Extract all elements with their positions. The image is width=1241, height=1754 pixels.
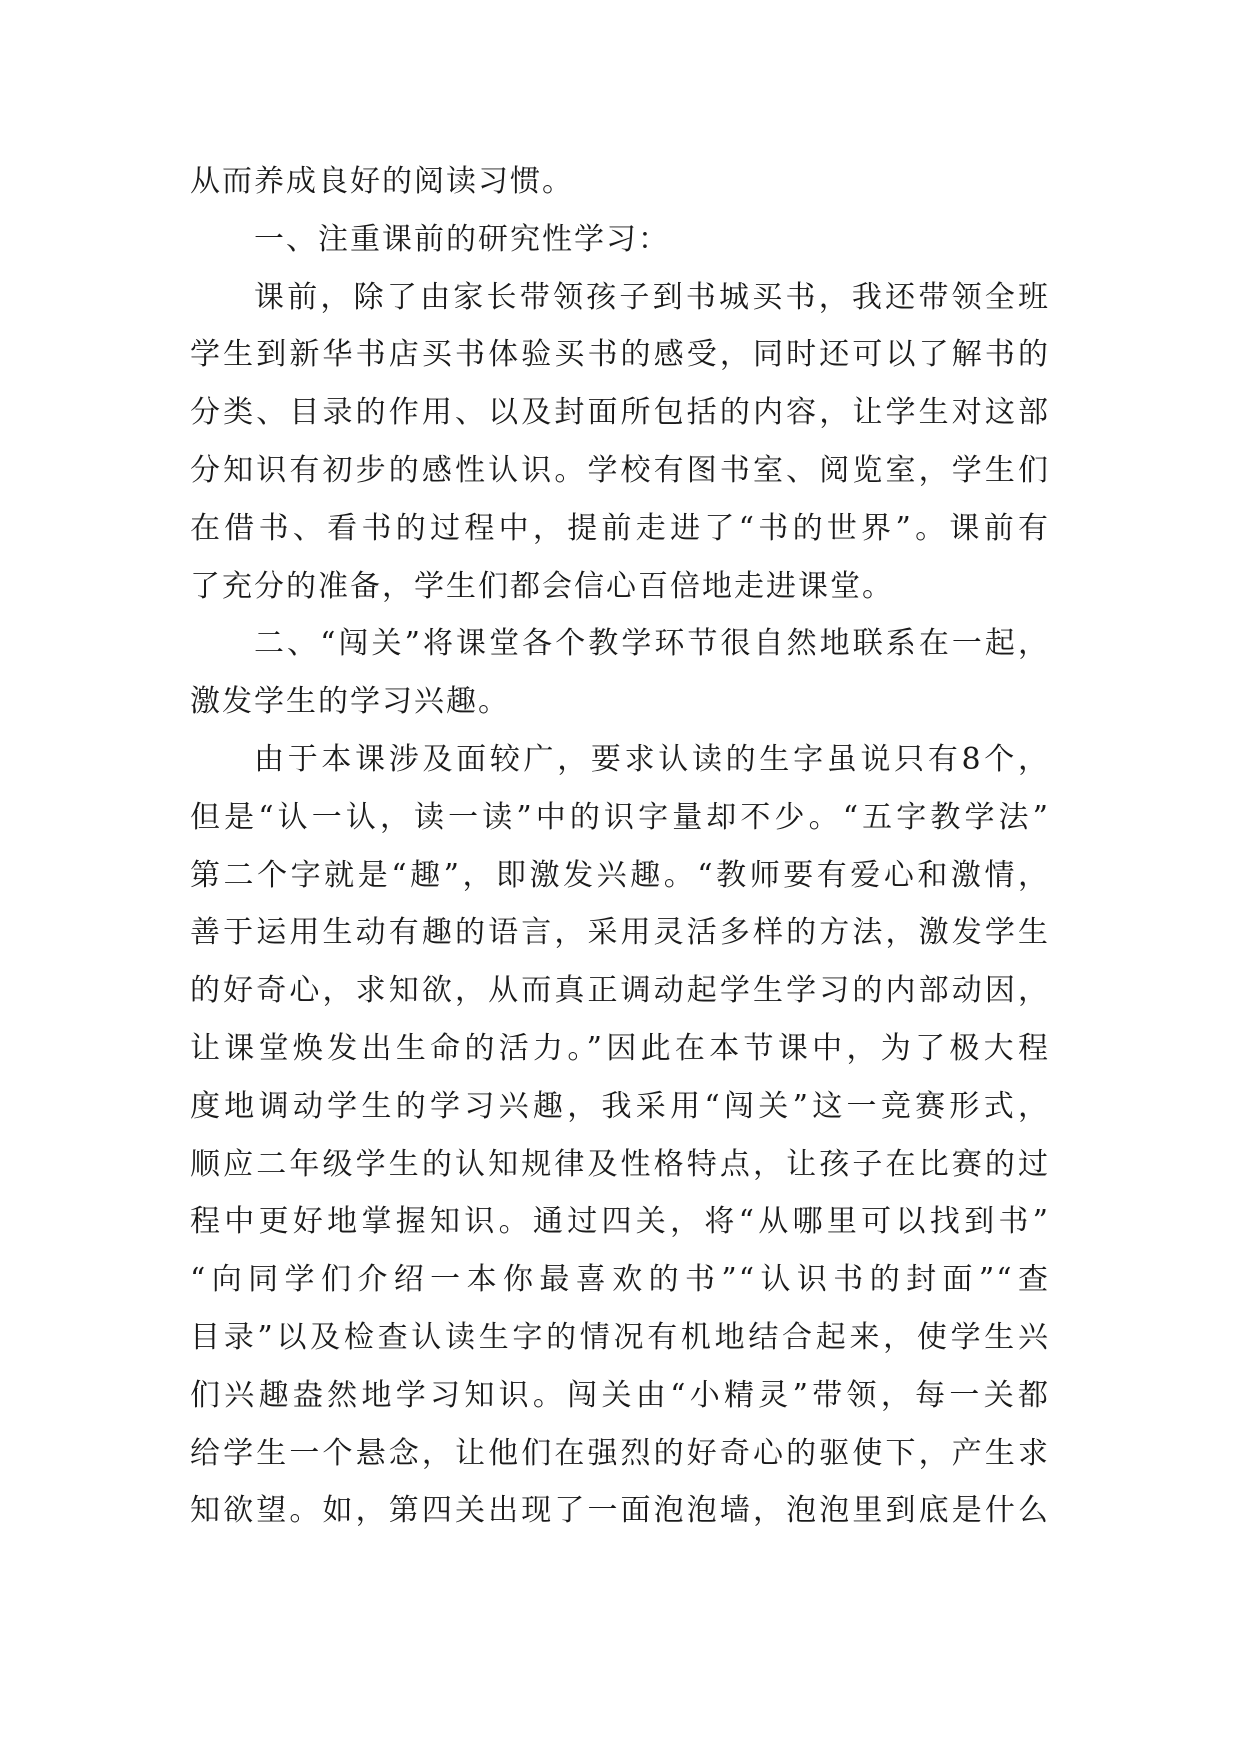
- paragraph-line: 们兴趣盎然地学习知识。闯关由“小精灵”带领，每一关都: [190, 1377, 1050, 1413]
- section-heading: 二、“闯关”将课堂各个教学环节很自然地联系在一起，: [254, 626, 1050, 662]
- paragraph-line: 由于本课涉及面较广，要求认读的生字虽说只有8个，: [254, 741, 1050, 777]
- paragraph-line: 度地调动学生的学习兴趣，我采用“闯关”这一竞赛形式，: [190, 1088, 1050, 1124]
- paragraph-line: 顺应二年级学生的认知规律及性格特点，让孩子在比赛的过: [190, 1146, 1050, 1182]
- paragraph-line: 了充分的准备，学生们都会信心百倍地走进课堂。: [190, 568, 894, 604]
- paragraph-line: 让课堂焕发出生命的活力。”因此在本节课中，为了极大程: [190, 1030, 1050, 1066]
- paragraph-line: 给学生一个悬念，让他们在强烈的好奇心的驱使下，产生求: [190, 1435, 1050, 1471]
- paragraph-line: 分类、目录的作用、以及封面所包括的内容，让学生对这部: [190, 395, 1050, 431]
- paragraph-line: 分知识有初步的感性认识。学校有图书室、阅览室，学生们: [190, 452, 1050, 488]
- paragraph-line: 第二个字就是“趣”，即激发兴趣。“教师要有爱心和激情，: [190, 857, 1050, 893]
- paragraph-line: 的好奇心，求知欲，从而真正调动起学生学习的内部动因，: [190, 973, 1050, 1009]
- paragraph-line: 善于运用生动有趣的语言，采用灵活多样的方法，激发学生: [190, 915, 1050, 951]
- paragraph-line: 但是“认一认，读一读”中的识字量却不少。“五字教学法”: [190, 799, 1050, 835]
- paragraph-line: 课前，除了由家长带领孩子到书城买书，我还带领全班: [254, 279, 1050, 315]
- section-heading: 一、注重课前的研究性学习：: [254, 221, 670, 257]
- section-heading: 激发学生的学习兴趣。: [190, 684, 510, 720]
- paragraph-line: 目录”以及检查认读生字的情况有机地结合起来，使学生兴: [190, 1319, 1050, 1355]
- paragraph-line: 从而养成良好的阅读习惯。: [190, 164, 574, 199]
- paragraph-line: “向同学们介绍一本你最喜欢的书”“认识书的封面”“查: [190, 1262, 1050, 1298]
- paragraph-line: 学生到新华书店买书体验买书的感受，同时还可以了解书的: [190, 337, 1050, 373]
- paragraph-line: 在借书、看书的过程中，提前走进了“书的世界”。课前有: [190, 510, 1050, 546]
- body-text: [190, 153, 1050, 1540]
- paragraph-line: 知欲望。如，第四关出现了一面泡泡墙，泡泡里到底是什么: [190, 1493, 1050, 1529]
- paragraph-line: 程中更好地掌握知识。通过四关，将“从哪里可以找到书”: [190, 1204, 1050, 1240]
